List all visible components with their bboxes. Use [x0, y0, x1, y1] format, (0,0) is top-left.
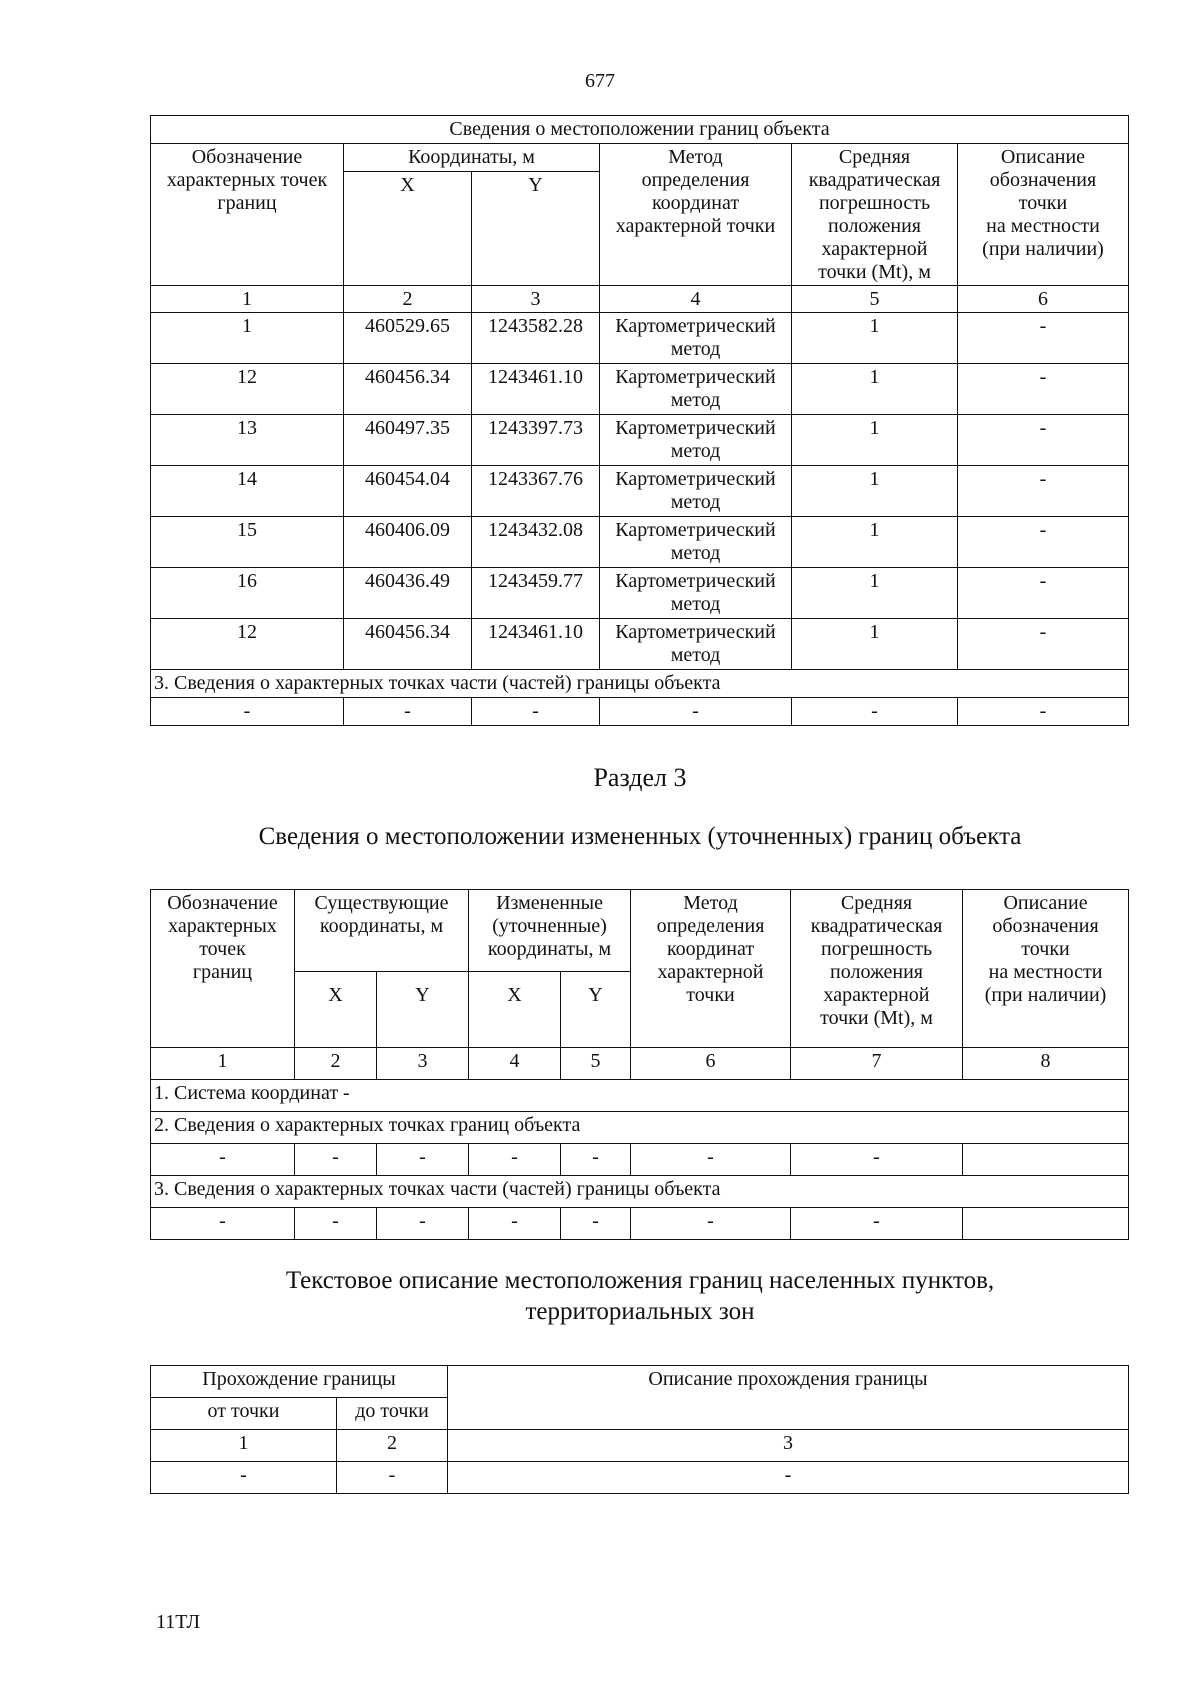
dash-cell: -: [448, 1462, 1129, 1494]
point-cell: 12: [151, 619, 344, 670]
y-cell: 1243432.08: [472, 517, 600, 568]
coord-system-label: 1. Система координат -: [151, 1080, 1129, 1112]
page-number: 677: [585, 70, 615, 92]
table-row: [151, 313, 1129, 364]
column-number: 8: [963, 1048, 1129, 1080]
section-title: Раздел 3: [593, 763, 687, 792]
desc-cell: -: [958, 364, 1129, 415]
header-existing-x: X: [295, 972, 377, 1048]
header-from-point: от точки: [151, 1398, 337, 1430]
dash-cell: -: [792, 698, 958, 726]
y-cell: 1243459.77: [472, 568, 600, 619]
method-cell: Картометрический метод: [600, 415, 792, 466]
footer-code: 11ТЛ: [156, 1611, 201, 1633]
x-cell: 460406.09: [344, 517, 472, 568]
point-cell: 1: [151, 313, 344, 364]
point-cell: 16: [151, 568, 344, 619]
y-cell: 1243367.76: [472, 466, 600, 517]
header-existing-y: Y: [377, 972, 469, 1048]
column-number: 3: [448, 1430, 1129, 1462]
header-existing-coordinates: Существующие координаты, м: [295, 890, 469, 972]
header-changed-y: Y: [561, 972, 631, 1048]
point-cell: 12: [151, 364, 344, 415]
header-description: Описание обозначения точки на местности (при наличии): [958, 144, 1129, 286]
text-description-title: Текстовое описание местоположения границ населенных пунктов, территориальных зон: [285, 1267, 995, 1325]
column-number: 1: [151, 286, 344, 313]
header-error: Средняя квадратическая погрешность положения характерной точки (Mt), м: [791, 890, 963, 1048]
table-row: [151, 466, 1129, 517]
header-changed-x: X: [469, 972, 561, 1048]
column-number: 1: [151, 1048, 295, 1080]
dash-cell: -: [151, 698, 344, 726]
method-cell: Картометрический метод: [600, 313, 792, 364]
method-cell: Картометрический метод: [600, 364, 792, 415]
y-cell: 1243461.10: [472, 364, 600, 415]
table-row: [151, 698, 1129, 726]
header-description: Описание обозначения точки на местности (при наличии): [963, 890, 1129, 1048]
dash-cell: -: [791, 1144, 963, 1176]
column-number: 7: [791, 1048, 963, 1080]
header-method: Метод определения координат характерной точки: [631, 890, 791, 1048]
table-row: [151, 517, 1129, 568]
table-row: [151, 568, 1129, 619]
column-number: 5: [561, 1048, 631, 1080]
column-number: 4: [600, 286, 792, 313]
desc-cell: -: [958, 568, 1129, 619]
column-number: 2: [337, 1430, 448, 1462]
dash-cell: -: [337, 1462, 448, 1494]
header-y: Y: [472, 172, 600, 286]
x-cell: 460454.04: [344, 466, 472, 517]
dash-cell: -: [469, 1208, 561, 1240]
table-row: [151, 619, 1129, 670]
method-cell: Картометрический метод: [600, 619, 792, 670]
column-number: 1: [151, 1430, 337, 1462]
dash-cell: -: [469, 1144, 561, 1176]
column-number: 6: [958, 286, 1129, 313]
column-number: 3: [472, 286, 600, 313]
header-passage: Прохождение границы: [151, 1366, 448, 1398]
header-coordinates: Координаты, м: [344, 144, 600, 172]
dash-cell: -: [295, 1208, 377, 1240]
parts-label: 3. Сведения о характерных точках части (частей) границы объекта: [151, 1176, 1129, 1208]
y-cell: 1243582.28: [472, 313, 600, 364]
x-cell: 460436.49: [344, 568, 472, 619]
dash-cell: -: [631, 1208, 791, 1240]
column-number: 6: [631, 1048, 791, 1080]
dash-cell: -: [600, 698, 792, 726]
y-cell: 1243461.10: [472, 619, 600, 670]
dash-cell: -: [344, 698, 472, 726]
header-passage-description: Описание прохождения границы: [448, 1366, 1129, 1430]
header-to-point: до точки: [337, 1398, 448, 1430]
dash-cell: -: [295, 1144, 377, 1176]
column-number: 3: [377, 1048, 469, 1080]
desc-cell: -: [958, 619, 1129, 670]
error-cell: 1: [792, 364, 958, 415]
x-cell: 460456.34: [344, 364, 472, 415]
table-row: [151, 415, 1129, 466]
dash-cell: -: [151, 1144, 295, 1176]
x-cell: 460456.34: [344, 619, 472, 670]
method-cell: Картометрический метод: [600, 568, 792, 619]
section-subtitle: Сведения о местоположении измененных (уточненных) границ объекта: [258, 823, 1022, 850]
point-cell: 13: [151, 415, 344, 466]
table-title: Сведения о местоположении границ объекта: [151, 116, 1129, 144]
dash-cell: -: [151, 1208, 295, 1240]
dash-cell: -: [472, 698, 600, 726]
empty-cell: [963, 1208, 1129, 1240]
column-number: 5: [792, 286, 958, 313]
dash-cell: -: [377, 1144, 469, 1176]
error-cell: 1: [792, 568, 958, 619]
dash-cell: -: [561, 1208, 631, 1240]
table-row: [151, 1208, 1129, 1240]
column-number: 2: [344, 286, 472, 313]
table-row: [151, 364, 1129, 415]
header-changed-coordinates: Измененные (уточненные) координаты, м: [469, 890, 631, 972]
column-number: 2: [295, 1048, 377, 1080]
table-row: [151, 1462, 1129, 1494]
error-cell: 1: [792, 517, 958, 568]
desc-cell: -: [958, 313, 1129, 364]
dash-cell: -: [151, 1462, 337, 1494]
header-designation: Обозначение характерных точек границ: [151, 890, 295, 1048]
method-cell: Картометрический метод: [600, 466, 792, 517]
parts-label: 3. Сведения о характерных точках части (частей) границы объекта: [151, 670, 1129, 698]
boundary-points-label: 2. Сведения о характерных точках границ объекта: [151, 1112, 1129, 1144]
desc-cell: -: [958, 517, 1129, 568]
error-cell: 1: [792, 313, 958, 364]
header-method: Метод определения координат характерной точки: [600, 144, 792, 286]
error-cell: 1: [792, 466, 958, 517]
dash-cell: -: [561, 1144, 631, 1176]
dash-cell: -: [791, 1208, 963, 1240]
desc-cell: -: [958, 466, 1129, 517]
y-cell: 1243397.73: [472, 415, 600, 466]
error-cell: 1: [792, 619, 958, 670]
header-error: Средняя квадратическая погрешность положения характерной точки (Mt), м: [792, 144, 958, 286]
x-cell: 460497.35: [344, 415, 472, 466]
empty-cell: [963, 1144, 1129, 1176]
column-number: 4: [469, 1048, 561, 1080]
method-cell: Картометрический метод: [600, 517, 792, 568]
dash-cell: -: [631, 1144, 791, 1176]
dash-cell: -: [377, 1208, 469, 1240]
x-cell: 460529.65: [344, 313, 472, 364]
dash-cell: -: [958, 698, 1129, 726]
header-x: X: [344, 172, 472, 286]
desc-cell: -: [958, 415, 1129, 466]
boundaries-table: [150, 115, 1129, 726]
changed-boundaries-table: [150, 889, 1129, 1240]
boundary-passage-table: [150, 1365, 1129, 1494]
table-row: [151, 1144, 1129, 1176]
point-cell: 14: [151, 466, 344, 517]
error-cell: 1: [792, 415, 958, 466]
header-designation: Обозначение характерных точек границ: [151, 144, 344, 286]
point-cell: 15: [151, 517, 344, 568]
